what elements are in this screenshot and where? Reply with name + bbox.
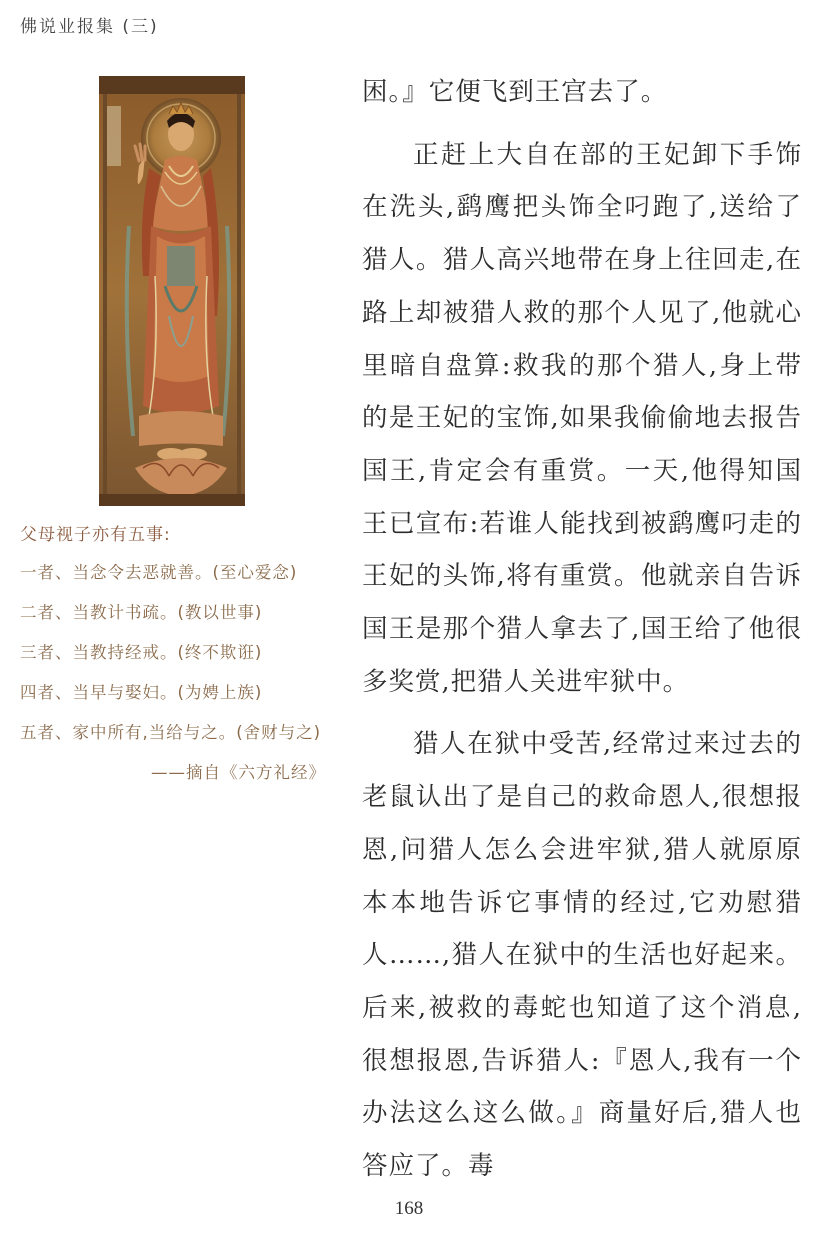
precept-item [20, 681, 340, 705]
precept-item [20, 561, 340, 585]
precept-text: 当教持经戒。(终不欺诳) [72, 643, 263, 662]
precept-number: 四者、 [20, 683, 73, 702]
source-citation: ——摘自《六方礼经》 [151, 763, 326, 782]
paragraph: 正赶上大自在部的王妃卸下手饰在洗头,鹞鹰把头饰全叼跑了,送给了猎人。猎人高兴地带在身上往回走,在路上却被猎人救的那个人见了,他就心里暗自盘算:救我的那个猎人,身上带的是王妃的宝饰,如果我偷偷地去报告国王,肯定会有重赏。一天,他得知国王已宣布:若谁人能找到被鹞鹰叼走的王妃的头饰,将有重赏。他就亲自告诉国王是那个猎人拿去了,国王给了他很多奖赏,把猎人关进牢狱中。 [362, 139, 802, 697]
precept-number: 二者、 [20, 603, 73, 622]
precept-item [20, 641, 340, 665]
precept-item [20, 721, 340, 745]
precept-text: 当早与娶妇。(为娉上族) [72, 683, 263, 702]
precept-item [20, 601, 340, 625]
precept-number: 五者、 [20, 723, 73, 742]
precept-text: 当念令去恶就善。(至心爱念) [72, 563, 298, 582]
precept-text: 家中所有,当给与之。(舍财与之) [72, 723, 322, 742]
sidebar-heading: 父母视子亦有五事: [20, 525, 171, 545]
running-title: 佛说业报集 (三) [20, 17, 159, 37]
main-body-text [362, 66, 802, 1203]
page-number: 168 [394, 1198, 424, 1219]
paragraph: 猎人在狱中受苦,经常过来过去的老鼠认出了是自己的救命恩人,很想报恩,问猎人怎么会进牢狱,猎人就原原本本地告诉它事情的经过,它劝慰猎人……,猎人在狱中的生活也好起来。后来,被救的毒蛇也知道了这个消息,很想报恩,告诉猎人:『恩人,我有一个办法这么这么做。』商量好后,猎人也答应了。毒 [362, 729, 802, 1182]
precept-number: 一者、 [20, 563, 73, 582]
precepts-sidebar [20, 520, 340, 783]
bodhisattva-painting [99, 76, 245, 506]
paragraph: 困。』它便飞到王宫去了。 [362, 77, 668, 107]
precept-text: 当教计书疏。(教以世事) [72, 603, 263, 622]
precept-number: 三者、 [20, 643, 73, 662]
